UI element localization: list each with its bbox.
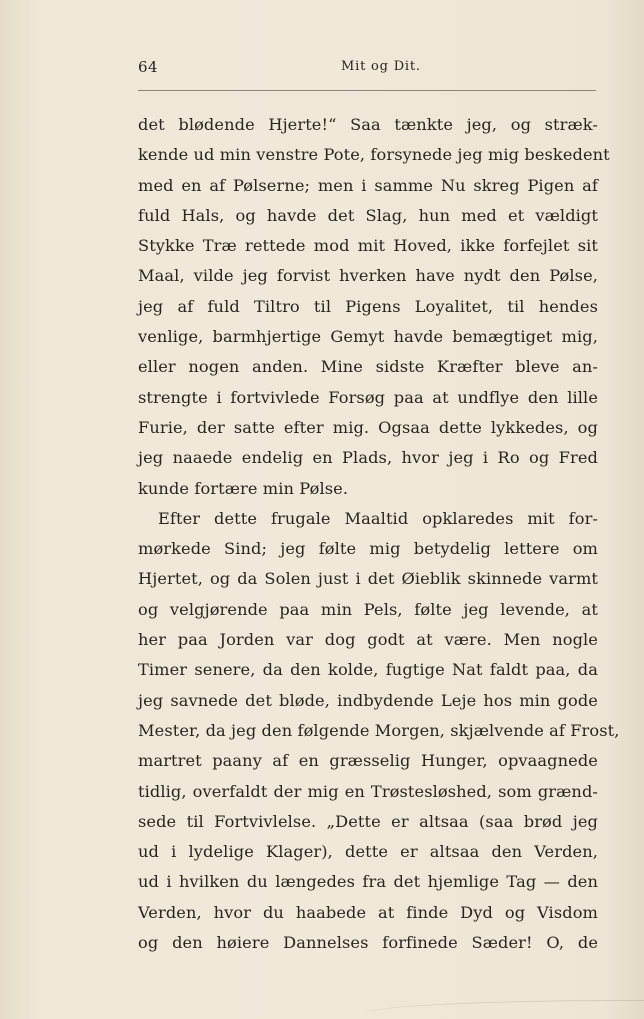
text-line: Timer senere, da den kolde, fugtige Nat faldt paa, da bbox=[138, 660, 598, 680]
running-title: Mit og Dit. bbox=[341, 59, 421, 74]
text-line: Furie, der satte efter mig. Ogsaa dette lykkedes, og bbox=[138, 417, 598, 437]
text-line: ud i hvilken du længedes fra det hjemlige Tag — den bbox=[138, 872, 598, 892]
text-line: og den høiere Dannelses forfinede Sæder! O, de bbox=[138, 933, 598, 953]
header-rule bbox=[138, 90, 596, 91]
page-number: 64 bbox=[138, 58, 159, 76]
text-line: venlige, barmhjertige Gemyt havde bemægtiget mig, bbox=[138, 327, 598, 347]
text-line: strengte i fortvivlede Forsøg paa at undflye den lille bbox=[138, 387, 598, 407]
text-line: Stykke Træ rettede mod mit Hoved, ikke forfejlet sit bbox=[138, 236, 598, 256]
text-line: jeg af fuld Tiltro til Pigens Loyalitet, til hendes bbox=[138, 296, 598, 316]
text-line: Mester, da jeg den følgende Morgen, skjælvende af Frost, bbox=[138, 720, 620, 740]
text-line: Hjertet, og da Solen just i det Øieblik skinnede varmt bbox=[138, 569, 598, 589]
text-line: martret paany af en græsselig Hunger, opvaagnede bbox=[138, 751, 598, 771]
text-line: tidlig, overfaldt der mig en Trøstesløshed, som grænd- bbox=[138, 781, 598, 801]
text-line: mørkede Sind; jeg følte mig betydelig lettere om bbox=[138, 539, 598, 559]
text-line: sede til Fortvivlelse. „Dette er altsaa (saa brød jeg bbox=[138, 811, 598, 831]
text-line: Maal, vilde jeg forvist hverken have nydt den Pølse, bbox=[138, 266, 598, 286]
text-line: og velgjørende paa min Pels, følte jeg levende, at bbox=[138, 599, 598, 619]
text-line: jeg naaede endelig en Plads, hvor jeg i Ro og Fred bbox=[138, 448, 598, 468]
page-edge-curl bbox=[364, 1000, 644, 1019]
text-line: Verden, hvor du haabede at finde Dyd og Visdom bbox=[138, 902, 598, 922]
text-line: kunde fortære min Pølse. bbox=[138, 478, 349, 498]
text-line: fuld Hals, og havde det Slag, hun med et vældigt bbox=[138, 205, 598, 225]
text-line: det blødende Hjerte!“ Saa tænkte jeg, og stræk- bbox=[138, 115, 598, 134]
text-line: ud i lydelige Klager), dette er altsaa den Verden, bbox=[138, 842, 598, 862]
running-head bbox=[138, 58, 596, 84]
body-text bbox=[138, 110, 620, 958]
text-line: her paa Jorden var dog godt at være. Men nogle bbox=[138, 630, 598, 650]
text-line: kende ud min venstre Pote, forsynede jeg mig beskedent bbox=[138, 145, 610, 165]
text-line: med en af Pølserne; men i samme Nu skreg Pigen af bbox=[138, 175, 598, 195]
text-line: jeg savnede det bløde, indbydende Leje hos min gode bbox=[138, 690, 598, 710]
text-line: eller nogen anden. Mine sidste Kræfter bleve an- bbox=[138, 357, 598, 377]
paragraph-start-line: Efter dette frugale Maaltid opklaredes mit for- bbox=[158, 508, 598, 528]
